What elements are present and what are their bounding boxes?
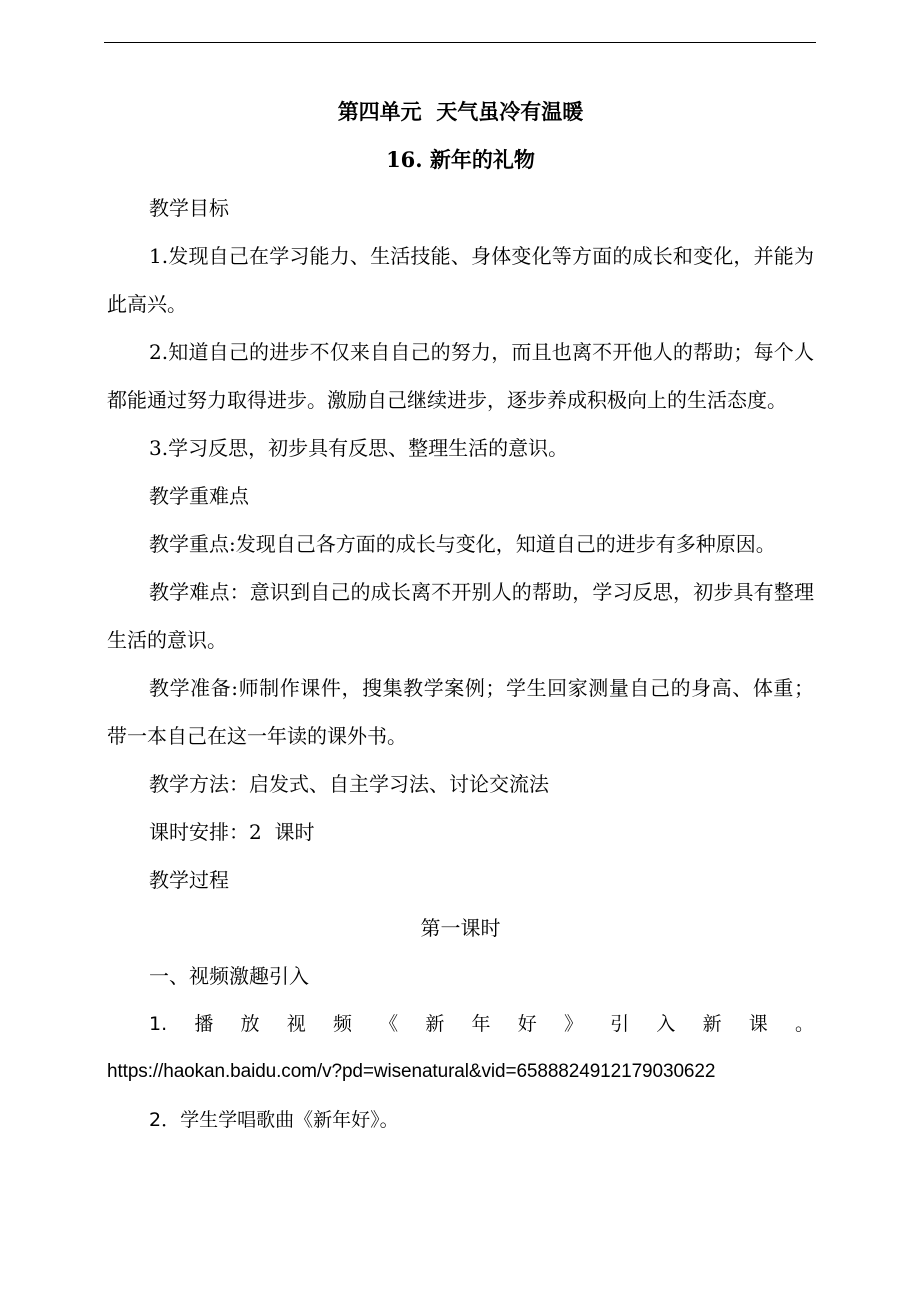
section-one-heading: 一、视频激趣引入: [149, 964, 309, 988]
difficult-point: 教学难点：意识到自己的成长离不开别人的帮助，学习反思，初步具有整理生活的意识。: [107, 580, 814, 652]
step-1-char: 《: [379, 1013, 399, 1035]
document-body: [107, 88, 814, 1144]
step-1-char: 播: [194, 1013, 214, 1035]
objectives-heading: 教学目标: [149, 196, 229, 220]
step-1-char: 年: [471, 1013, 491, 1035]
schedule: 课时安排：2 课时: [149, 820, 315, 844]
objective-3: 3.学习反思，初步具有反思、整理生活的意识。: [149, 436, 569, 460]
first-lesson-heading: 第一课时: [420, 916, 501, 940]
step-1-char: 视: [286, 1013, 306, 1035]
lesson-title: 16. 新年的礼物: [386, 147, 535, 172]
step-1-char: 频: [332, 1013, 352, 1035]
unit-title: 第四单元 天气虽冷有温暖: [337, 99, 584, 124]
key-point: 教学重点:发现自己各方面的成长与变化，知道自己的进步有多种原因。: [149, 532, 776, 556]
step-1-char: 。: [794, 1013, 814, 1035]
step-1-char: 》: [563, 1013, 583, 1035]
key-points-heading: 教学重难点: [149, 484, 249, 508]
step-1-char: 课: [748, 1013, 768, 1035]
step-1-line: [107, 1000, 814, 1048]
step-1-char: 1.: [149, 1013, 168, 1035]
step-1-char: 新: [702, 1013, 722, 1035]
preparation: 教学准备:师制作课件，搜集教学案例；学生回家测量自己的身高、体重；带一本自己在这一年读的课外书。: [107, 676, 814, 748]
methods: 教学方法：启发式、自主学习法、讨论交流法: [149, 772, 549, 796]
video-link[interactable]: https://haokan.baidu.com/v?pd=wisenatural&vid=6588824912179030622: [107, 1061, 716, 1082]
step-2: 2．学生学唱歌曲《新年好》。: [149, 1109, 399, 1131]
step-1-char: 入: [656, 1013, 676, 1035]
objective-2: 2.知道自己的进步不仅来自自己的努力，而且也离不开他人的帮助；每个人都能通过努力取得进步。激励自己继续进步，逐步养成积极向上的生活态度。: [107, 340, 814, 412]
objective-1: 1.发现自己在学习能力、生活技能、身体变化等方面的成长和变化，并能为此高兴。: [107, 244, 814, 316]
step-1-char: 放: [240, 1013, 260, 1035]
step-1-char: 新: [425, 1013, 445, 1035]
process-heading: 教学过程: [149, 868, 229, 892]
step-1-char: 引: [610, 1013, 630, 1035]
step-1-char: 好: [517, 1013, 537, 1035]
header-rule: [104, 42, 816, 43]
